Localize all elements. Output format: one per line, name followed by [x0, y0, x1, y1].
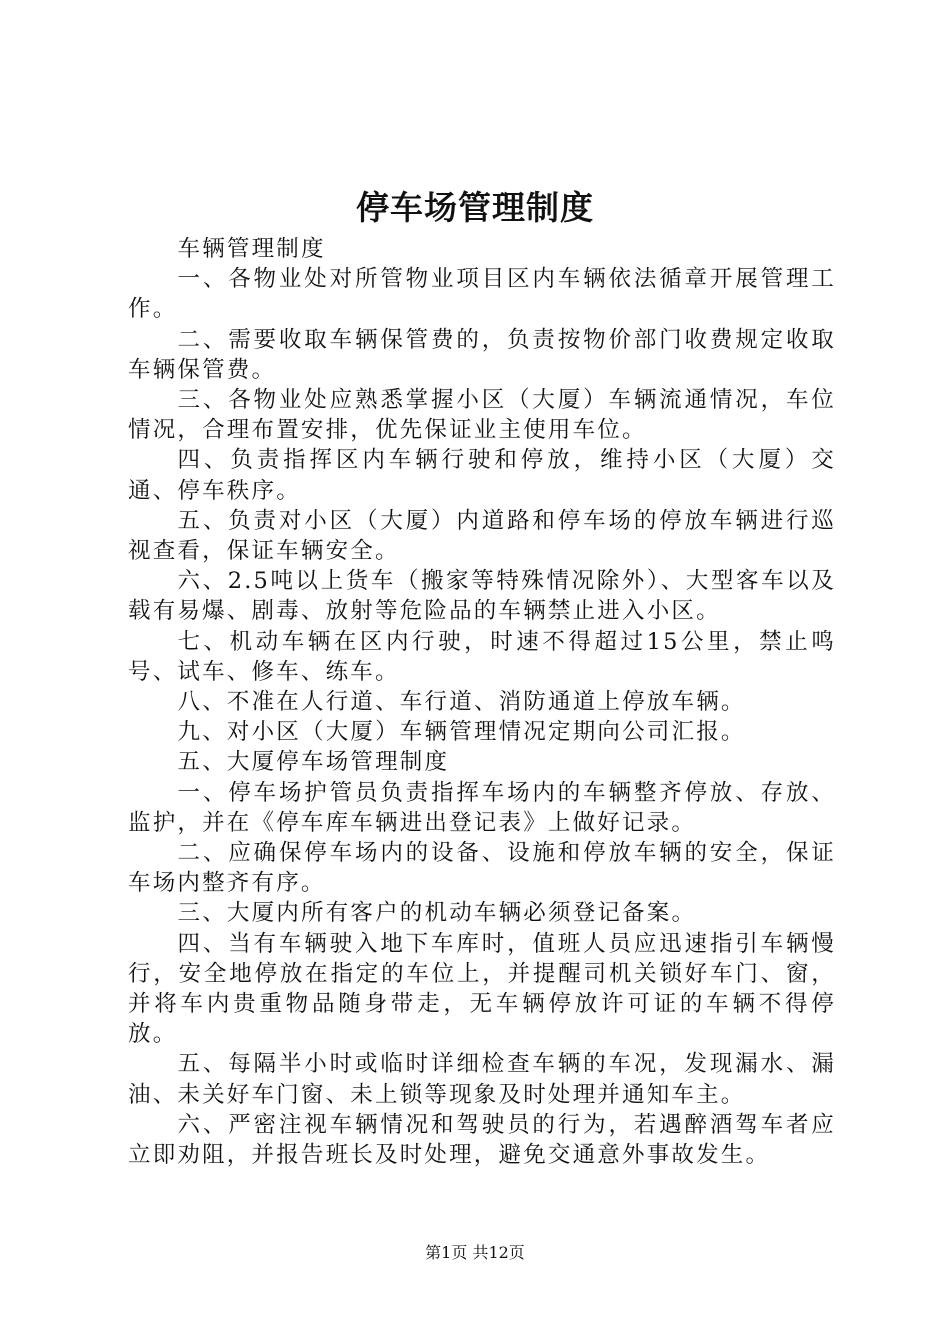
section-heading: 五、大厦停车场管理制度	[177, 749, 450, 776]
paragraph: 一、停车场护管员负责指挥车场内的车辆整齐停放、存放、监护，并在《停车库车辆进出登记表》上做好记录。	[128, 779, 836, 836]
paragraph: 三、各物业处应熟悉掌握小区（大厦）车辆流通情况，车位情况，合理布置安排，优先保证业主使用车位。	[128, 387, 836, 444]
document-title: 停车场管理制度	[356, 188, 594, 227]
paragraph: 六、2.5吨以上货车（搬家等特殊情况除外）、大型客车以及载有易爆、剧毒、放射等危险品的车辆禁止进入小区。	[128, 568, 836, 625]
paragraph: 四、当有车辆驶入地下车库时，值班人员应迅速指引车辆慢行，安全地停放在指定的车位上，并提醒司机关锁好车门、窗，并将车内贵重物品随身带走，无车辆停放许可证的车辆不得停放。	[128, 930, 836, 1048]
paragraph: 五、负责对小区（大厦）内道路和停车场的停放车辆进行巡视查看，保证车辆安全。	[128, 507, 836, 565]
paragraph: 七、机动车辆在区内行驶，时速不得超过15公里，禁止鸣号、试车、修车、练车。	[128, 628, 836, 685]
page-number-footer: 第1页 共12页	[425, 1243, 525, 1262]
paragraph: 六、严密注视车辆情况和驾驶员的行为，若遇醉酒驾车者应立即劝阻，并报告班长及时处理，避免交通意外事故发生。	[128, 1111, 836, 1169]
paragraph: 二、需要收取车辆保管费的，负责按物价部门收费规定收取车辆保管费。	[128, 326, 836, 383]
paragraph: 三、大厦内所有客户的机动车辆必须登记备案。	[177, 900, 697, 927]
paragraph: 五、每隔半小时或临时详细检查车辆的车况，发现漏水、漏油、未关好车门窗、未上锁等现象及时处理并通知车主。	[128, 1051, 836, 1108]
document-body	[128, 234, 836, 1170]
paragraph: 八、不准在人行道、车行道、消防通道上停放车辆。	[177, 689, 746, 716]
paragraph: 九、对小区（大厦）车辆管理情况定期向公司汇报。	[177, 719, 746, 746]
paragraph: 二、应确保停车场内的设备、设施和停放车辆的安全，保证车场内整齐有序。	[128, 840, 836, 897]
paragraph: 四、负责指挥区内车辆行驶和停放，维持小区（大厦）交通、停车秩序。	[128, 447, 836, 504]
paragraph: 一、各物业处对所管物业项目区内车辆依法循章开展管理工作。	[128, 266, 836, 323]
paragraph: 车辆管理制度	[177, 236, 326, 262]
